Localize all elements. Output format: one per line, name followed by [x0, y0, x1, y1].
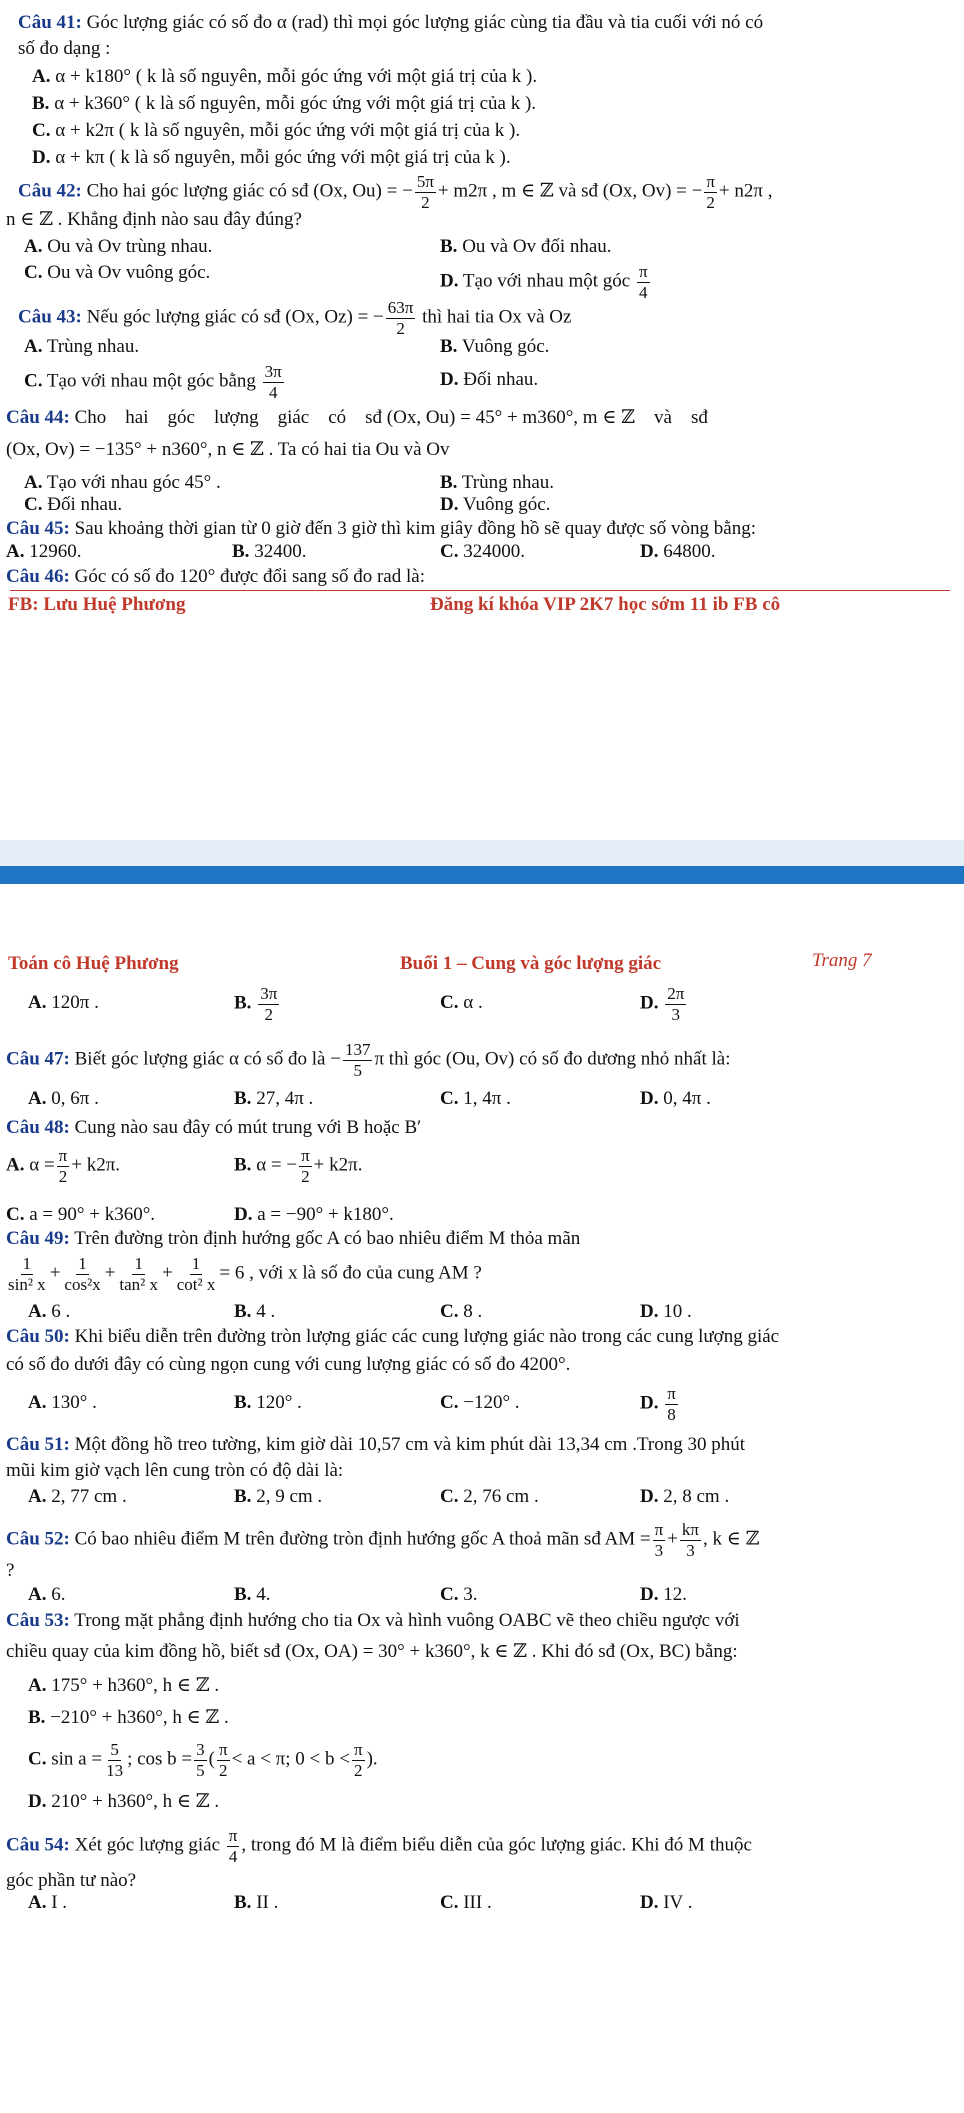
q43-option-b: B. Vuông góc.	[440, 336, 550, 357]
q41-stem-2: số đo dạng :	[18, 38, 111, 59]
q51-option-a: A. 2, 77 cm .	[28, 1486, 127, 1507]
q44-option-a: A. Tạo với nhau góc 45° .	[24, 472, 221, 493]
q43-option-c: C. Tạo với nhau một góc bằng $\frac{3\pi}{4}$	[24, 362, 282, 402]
q42-stem: Câu 42: Cho hai góc lượng giác có sđ (Ox, Ou) = − $\frac{5\pi}{2}$ + m2π , m ∈ ℤ và sđ (Ox, Ov) = − $\frac{\pi}{2}$ + n2π ,	[18, 172, 773, 212]
q42-stem-2: n ∈ ℤ . Khẳng định nào sau đây đúng?	[6, 209, 302, 230]
q50-stem: Câu 50: Khi biểu diễn trên đường tròn lượng giác các cung lượng giác nào trong các cung lượng giác	[6, 1326, 780, 1347]
q47-option-a: A. 0, 6π .	[28, 1088, 99, 1109]
footer-rule	[10, 590, 950, 591]
q42-option-b: B. Ou và Ov đối nhau.	[440, 236, 612, 257]
q41-option-a: A. α + k180° ( k là số nguyên, mỗi góc ứng với một giá trị của k ).	[32, 66, 538, 87]
header-left: Toán cô Huệ Phương	[8, 953, 179, 974]
q53-option-b: B. −210° + h360°, h ∈ ℤ .	[28, 1707, 229, 1728]
q50-option-a: A. 130° .	[28, 1392, 97, 1413]
q43-option-a: A. Trùng nhau.	[24, 336, 140, 357]
q53-option-c: C. sin a = $\frac{5}{13}$ ; cos b = $\frac{3}{5}$ ( $\frac{\pi}{2}$ < a < π; 0 < b < $\frac{\pi}{2}$ ).	[28, 1740, 378, 1780]
header-page-number: Trang 7	[812, 950, 872, 971]
q46-option-b: B. $\frac{3\pi}{2}$	[234, 984, 278, 1024]
q50-stem-2: có số đo dưới đây có cùng ngọn cung với cung lượng giác có số đo 4200°.	[6, 1354, 571, 1375]
q45-option-c: C. 324000.	[440, 541, 525, 562]
header-center: Buổi 1 – Cung và góc lượng giác	[400, 953, 662, 974]
q48-option-d: D. a = −90° + k180°.	[234, 1204, 394, 1225]
q53-stem: Câu 53: Trong mặt phẳng định hướng cho tia Ox và hình vuông OABC vẽ theo chiều ngược với	[6, 1610, 740, 1631]
page-2	[0, 884, 964, 2113]
q45-option-d: D. 64800.	[640, 541, 716, 562]
q50-option-c: C. −120° .	[440, 1392, 520, 1413]
q42-option-a: A. Ou và Ov trùng nhau.	[24, 236, 213, 257]
q54-stem-2: góc phần tư nào?	[6, 1870, 137, 1891]
q48-option-a: A. α = $\frac{\pi}{2}$ + k2π.	[6, 1146, 121, 1186]
q44-option-d: D. Vuông góc.	[440, 494, 551, 515]
q44-stem: Câu 44: Cho hai góc lượng giác có sđ (Ox, Ou) = 45° + m360°, m ∈ ℤ và sđ	[6, 407, 708, 428]
q51-stem: Câu 51: Một đồng hồ treo tường, kim giờ dài 10,57 cm và kim phút dài 13,34 cm .Trong 30 phút	[6, 1434, 746, 1455]
q51-option-d: D. 2, 8 cm .	[640, 1486, 730, 1507]
q47-stem: Câu 47: Biết góc lượng giác α có số đo là − $\frac{137}{5}$ π thì góc (Ou, Ov) có số đo dương nhỏ nhất là:	[6, 1040, 731, 1080]
q51-option-b: B. 2, 9 cm .	[234, 1486, 323, 1507]
q50-option-d: D. $\frac{\pi}{8}$	[640, 1384, 676, 1424]
q54-option-b: B. II .	[234, 1892, 279, 1913]
q47-option-d: D. 0, 4π .	[640, 1088, 711, 1109]
q44-stem-2: (Ox, Ov) = −135° + n360°, n ∈ ℤ . Ta có hai tia Ou và Ov	[6, 439, 450, 460]
q54-option-d: D. IV .	[640, 1892, 693, 1913]
q53-option-a: A. 175° + h360°, h ∈ ℤ .	[28, 1675, 220, 1696]
q44-option-b: B. Trùng nhau.	[440, 472, 555, 493]
q42-option-d: D. Tạo với nhau một góc $\frac{\pi}{4}$	[440, 262, 648, 302]
q49-option-d: D. 10 .	[640, 1301, 692, 1322]
q41-option-c: C. α + k2π ( k là số nguyên, mỗi góc ứng với một giá trị của k ).	[32, 120, 521, 141]
q52-stem: Câu 52: Có bao nhiêu điểm M trên đường tròn định hướng gốc A thoả mãn sđ AM = $\frac{\pi}{3}$ + $\frac{k\pi}{3}$ , k ∈ ℤ	[6, 1520, 760, 1560]
q44-option-c: C. Đối nhau.	[24, 494, 123, 515]
q49-stem: Câu 49: Trên đường tròn định hướng gốc A có bao nhiêu điểm M thỏa mãn	[6, 1228, 581, 1249]
q54-option-c: C. III .	[440, 1892, 492, 1913]
q49-equation: $\frac{1}{\text{sin² x}}$ + $\frac{1}{\text{cos²x}}$ + $\frac{1}{\text{tan² x}}$ + $\frac{1}{\text{cot² x}}$ = 6 , với x là số đo của cung AM ?	[8, 1254, 482, 1294]
q41-stem: Câu 41: Góc lượng giác có số đo α (rad) thì mọi góc lượng giác cùng tia đầu và tia cuối với nó có	[18, 12, 764, 33]
q53-stem-2: chiều quay của kim đồng hồ, biết sđ (Ox, OA) = 30° + k360°, k ∈ ℤ . Khi đó sđ (Ox, BC) bằng:	[6, 1641, 738, 1662]
q49-option-b: B. 4 .	[234, 1301, 276, 1322]
q52-stem-2: ?	[6, 1560, 15, 1581]
q49-option-a: A. 6 .	[28, 1301, 71, 1322]
q49-option-c: C. 8 .	[440, 1301, 483, 1322]
q52-option-c: C. 3.	[440, 1584, 478, 1605]
q52-option-d: D. 12.	[640, 1584, 687, 1605]
q48-stem: Câu 48: Cung nào sau đây có mút trung với B hoặc B′	[6, 1117, 422, 1138]
q42-option-c: C. Ou và Ov vuông góc.	[24, 262, 211, 283]
page-1	[0, 0, 964, 840]
q54-option-a: A. I .	[28, 1892, 68, 1913]
footer-left: FB: Lưu Huệ Phương	[8, 594, 186, 615]
q43-option-d: D. Đối nhau.	[440, 369, 539, 390]
q45-option-a: A. 12960.	[6, 541, 82, 562]
q48-option-b: B. α = − $\frac{\pi}{2}$ + k2π.	[234, 1146, 363, 1186]
page-separator-bar	[0, 866, 964, 884]
q54-stem: Câu 54: Xét góc lượng giác $\frac{\pi}{4}$ , trong đó M là điểm biểu diễn của góc lượng giác. Khi đó M thuộc	[6, 1826, 752, 1866]
q52-option-a: A. 6.	[28, 1584, 66, 1605]
q51-stem-2: mũi kim giờ vạch lên cung tròn có độ dài là:	[6, 1460, 344, 1481]
q45-stem: Câu 45: Sau khoảng thời gian từ 0 giờ đến 3 giờ thì kim giây đồng hồ sẽ quay được số vòng bằng:	[6, 518, 757, 539]
q52-option-b: B. 4.	[234, 1584, 271, 1605]
q46-stem: Câu 46: Góc có số đo 120° được đổi sang số đo rad là:	[6, 566, 425, 587]
q41-option-d: D. α + kπ ( k là số nguyên, mỗi góc ứng với một giá trị của k ).	[32, 147, 511, 168]
q51-option-c: C. 2, 76 cm .	[440, 1486, 539, 1507]
q46-option-d: D. $\frac{2\pi}{3}$	[640, 984, 685, 1024]
q48-option-c: C. a = 90° + k360°.	[6, 1204, 156, 1225]
q45-option-b: B. 32400.	[232, 541, 307, 562]
q46-option-c: C. α .	[440, 992, 483, 1013]
q47-option-b: B. 27, 4π .	[234, 1088, 314, 1109]
q43-stem: Câu 43: Nếu góc lượng giác có sđ (Ox, Oz) = − $\frac{63\pi}{2}$ thì hai tia Ox và Oz	[18, 298, 572, 338]
q47-option-c: C. 1, 4π .	[440, 1088, 511, 1109]
q46-option-a: A. 120π .	[28, 992, 99, 1013]
q41-option-b: B. α + k360° ( k là số nguyên, mỗi góc ứng với một giá trị của k ).	[32, 93, 537, 114]
footer-right: Đăng kí khóa VIP 2K7 học sớm 11 ib FB cô	[430, 594, 781, 615]
q50-option-b: B. 120° .	[234, 1392, 302, 1413]
q53-option-d: D. 210° + h360°, h ∈ ℤ .	[28, 1791, 220, 1812]
